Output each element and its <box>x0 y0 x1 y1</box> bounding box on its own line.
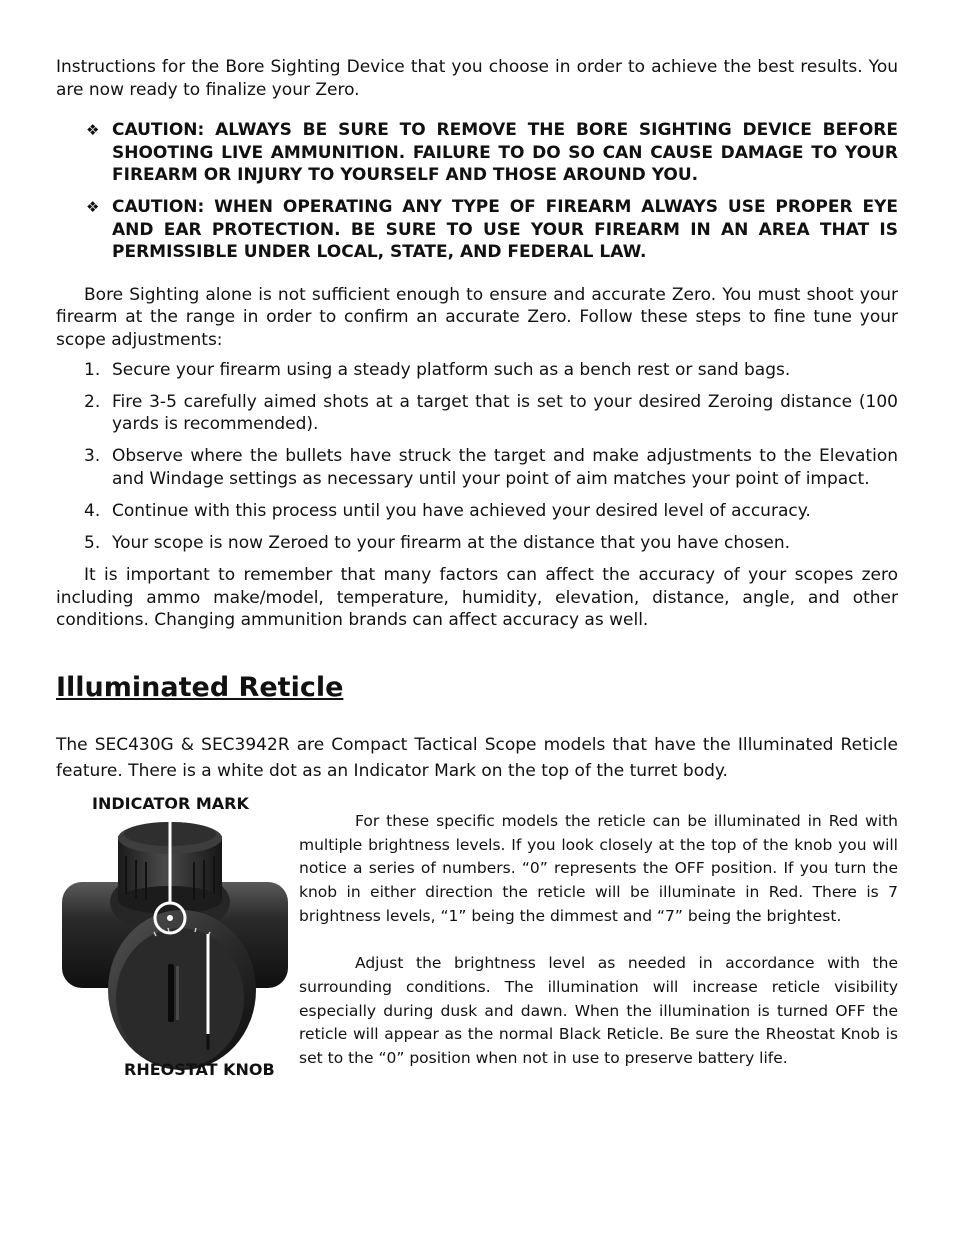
caution-text: CAUTION: WHEN OPERATING ANY TYPE OF FIREARM ALWAYS USE PROPER EYE AND EAR PROTECTION. BE SURE TO USE YOUR FIREARM IN AN AREA THAT IS PERMISSIBLE UNDER LOCAL, STATE, AND FEDERAL LAW. <box>112 196 898 263</box>
caution-list <box>56 119 898 264</box>
step-text: Observe where the bullets have struck the target and make adjustments to the Elevation and Windage settings as necessary until your point of aim matches your point of impact. <box>112 446 898 489</box>
illumination-paragraph: For these specific models the reticle can be illuminated in Red with multiple brightness levels. If you look closely at the top of the knob you will notice a series of numbers. “0” represents the OFF position. If you turn the knob in either direction the reticle will be illuminate in Red. There is 7 brightness levels, “1” being the dimmest and “7” being the brightest. <box>299 811 898 925</box>
step-number: 2. <box>84 391 101 412</box>
list-item <box>56 532 898 555</box>
step-number: 3. <box>84 446 101 467</box>
step-text: Continue with this process until you have achieved your desired level of accuracy. <box>112 501 811 521</box>
list-item <box>56 500 898 523</box>
illumination-figure-row <box>56 794 898 1094</box>
step-text: Fire 3-5 carefully aimed shots at a target that is set to your desired Zeroing distance (100 yards is recommended). <box>112 391 898 435</box>
zero-steps-list <box>56 359 898 555</box>
bore-sighting-paragraph: Bore Sighting alone is not sufficient enough to ensure and accurate Zero. You must shoot your firearm at the range in order to confirm an accurate Zero. Follow these steps to fine tune your scope adjustments: <box>56 284 898 350</box>
scope-turret-figure <box>58 794 290 1084</box>
diamond-bullet-icon: ❖ <box>86 121 100 140</box>
section-intro-paragraph: The SEC430G & SEC3942R are Compact Tactical Scope models that have the Illuminated Reticle feature. There is a white dot as an Indicator Mark on the top of the turret body. <box>56 734 898 781</box>
step-number: 1. <box>84 359 101 380</box>
list-item <box>56 359 898 382</box>
intro-paragraph: Instructions for the Bore Sighting Device that you choose in order to achieve the best results. You are now ready to finalize your Zero. <box>56 57 898 100</box>
section-heading: Illuminated Reticle <box>56 671 344 703</box>
step-text: Your scope is now Zeroed to your firearm at the distance that you have chosen. <box>112 533 791 554</box>
scope-turret-icon <box>58 794 290 1084</box>
caution-item <box>56 119 898 187</box>
list-item <box>56 445 898 490</box>
step-number: 4. <box>84 501 101 521</box>
factors-paragraph: It is important to remember that many factors can affect the accuracy of your scopes zero including ammo make/model, temperature, humidity, elevation, distance, angle, and other conditions. Changing ammunition brands can affect accuracy as well. <box>56 565 898 631</box>
caution-item <box>56 196 898 264</box>
brightness-paragraph: Adjust the brightness level as needed in accordance with the surrounding conditions. The illumination will increase reticle visibility especially during dusk and dawn. When the illumination is turned OFF the reticle will appear as the normal Black Reticle. Be sure the Rheostat Knob is set to the “0” position when not in use to preserve battery life. <box>299 954 898 1067</box>
list-item <box>56 391 898 436</box>
diamond-bullet-icon: ❖ <box>86 197 100 216</box>
step-text: Secure your firearm using a steady platform such as a bench rest or sand bags. <box>112 359 791 380</box>
step-number: 5. <box>84 533 101 554</box>
caution-text: CAUTION: ALWAYS BE SURE TO REMOVE THE BORE SIGHTING DEVICE BEFORE SHOOTING LIVE AMMUNITION. FAILURE TO DO SO CAN CAUSE DAMAGE TO YOUR FIREARM OR INJURY TO YOURSELF AND THOSE AROUND YOU. <box>112 120 898 186</box>
rheostat-knob-label: RHEOSTAT KNOB <box>124 1059 275 1079</box>
document-page <box>56 56 898 1094</box>
indicator-mark-label: INDICATOR MARK <box>92 793 249 813</box>
illumination-instructions <box>299 810 898 1071</box>
